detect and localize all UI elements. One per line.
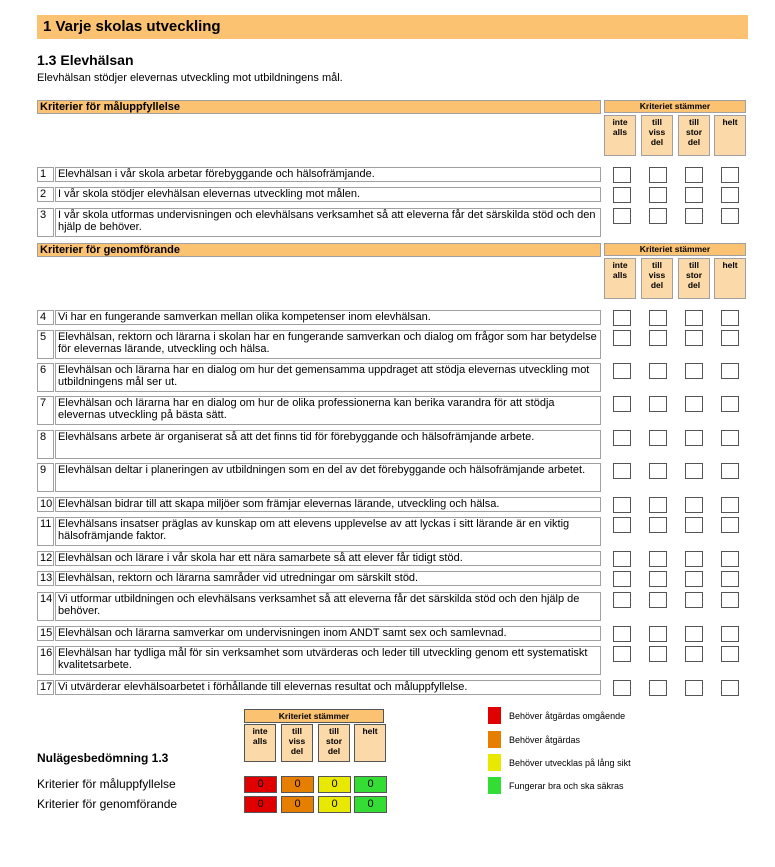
rating-checkbox[interactable] [685, 517, 703, 533]
rating-checkbox[interactable] [721, 310, 739, 326]
rating-checkbox[interactable] [685, 363, 703, 379]
rating-checkbox[interactable] [721, 592, 739, 608]
summary-title: Nulägesbedömning 1.3 [37, 751, 169, 765]
criterion-text: Vi har en fungerande samverkan mellan olika kompetenser inom elevhälsan. [55, 310, 601, 325]
summary-row-label: Kriterier för måluppfyllelse [37, 777, 176, 791]
rating-checkbox[interactable] [721, 208, 739, 224]
rating-checkbox[interactable] [685, 592, 703, 608]
rating-checkbox[interactable] [613, 571, 631, 587]
rating-checkbox[interactable] [649, 517, 667, 533]
rating-checkbox[interactable] [649, 363, 667, 379]
rating-checkbox[interactable] [685, 497, 703, 513]
criterion-number: 12 [37, 551, 54, 566]
rating-checkbox[interactable] [721, 330, 739, 346]
rating-checkbox[interactable] [613, 680, 631, 696]
summary-cell-yellow: 0 [318, 796, 351, 813]
criterion-number: 9 [37, 463, 54, 492]
rating-checkbox[interactable] [685, 330, 703, 346]
summary-col-till-viss-del: till viss del [281, 724, 313, 762]
legend-label: Behöver åtgärdas omgående [509, 711, 626, 721]
rating-checkbox[interactable] [613, 646, 631, 662]
scale-col-inte-alls: inte alls [604, 258, 636, 299]
criterion-number: 6 [37, 363, 54, 392]
summary-col-inte-alls: inte alls [244, 724, 276, 762]
rating-checkbox[interactable] [721, 463, 739, 479]
rating-checkbox[interactable] [649, 592, 667, 608]
criterion-text: Elevhälsan i vår skola arbetar förebyggande och hälsofrämjande. [55, 167, 601, 182]
rating-checkbox[interactable] [721, 497, 739, 513]
criterion-text: Elevhälsan har tydliga mål för sin verksamhet som utvärderas och leder till utveckling genom ett systematiskt kvalitetsarbete. [55, 646, 601, 675]
section-title: 1.3 Elevhälsan [37, 52, 134, 68]
criterion-number: 7 [37, 396, 54, 425]
rating-checkbox[interactable] [685, 680, 703, 696]
criterion-number: 16 [37, 646, 54, 675]
criterion-text: Elevhälsans arbete är organiserat så att det finns tid för förebyggande och hälsofrämjande arbete. [55, 430, 601, 459]
rating-checkbox[interactable] [685, 646, 703, 662]
rating-checkbox[interactable] [613, 497, 631, 513]
rating-checkbox[interactable] [721, 680, 739, 696]
scale-col-till-viss-del: till viss del [641, 115, 673, 156]
rating-checkbox[interactable] [721, 430, 739, 446]
rating-checkbox[interactable] [721, 167, 739, 183]
criterion-number: 4 [37, 310, 54, 325]
rating-checkbox[interactable] [721, 187, 739, 203]
rating-checkbox[interactable] [685, 551, 703, 567]
criterion-text: Elevhälsan, rektorn och lärarna i skolan har en fungerande samverkan och dialog om frågor som har betydelse för elevernas lärande, utveckling och hälsa. [55, 330, 601, 359]
rating-checkbox[interactable] [649, 330, 667, 346]
group1-heading: Kriterier för måluppfyllelse [37, 100, 601, 114]
summary-cell-red: 0 [244, 796, 277, 813]
legend-label: Fungerar bra och ska säkras [509, 781, 624, 791]
criterion-text: Elevhälsan deltar i planeringen av utbildningen som en del av det förebyggande och hälsofrämjande arbetet. [55, 463, 601, 492]
rating-checkbox[interactable] [613, 626, 631, 642]
rating-checkbox[interactable] [721, 396, 739, 412]
rating-checkbox[interactable] [685, 463, 703, 479]
rating-checkbox[interactable] [685, 208, 703, 224]
rating-checkbox[interactable] [649, 430, 667, 446]
summary-col-helt: helt [354, 724, 386, 762]
scale-heading: Kriteriet stämmer [604, 243, 746, 256]
scale-col-till-viss-del: till viss del [641, 258, 673, 299]
summary-col-till-stor-del: till stor del [318, 724, 350, 762]
legend-swatch-red [488, 707, 501, 724]
rating-checkbox[interactable] [649, 310, 667, 326]
summary-cell-green: 0 [354, 776, 387, 793]
scale-col-inte-alls: inte alls [604, 115, 636, 156]
rating-checkbox[interactable] [721, 363, 739, 379]
rating-checkbox[interactable] [685, 167, 703, 183]
rating-checkbox[interactable] [613, 187, 631, 203]
criterion-text: Elevhälsan och lärarna har en dialog om hur det gemensamma uppdraget att stödja elevernas utveckling mot utbildningens mål ser ut. [55, 363, 601, 392]
rating-checkbox[interactable] [721, 646, 739, 662]
legend-swatch-green [488, 777, 501, 794]
criterion-number: 13 [37, 571, 54, 586]
rating-checkbox[interactable] [649, 167, 667, 183]
rating-checkbox[interactable] [613, 592, 631, 608]
criterion-number: 17 [37, 680, 54, 695]
summary-cell-green: 0 [354, 796, 387, 813]
rating-checkbox[interactable] [649, 396, 667, 412]
rating-checkbox[interactable] [649, 187, 667, 203]
criterion-text: Elevhälsan och lärarna samverkar om undervisningen inom ANDT samt sex och samlevnad. [55, 626, 601, 641]
criterion-number: 5 [37, 330, 54, 359]
rating-checkbox[interactable] [649, 208, 667, 224]
criterion-number: 8 [37, 430, 54, 459]
rating-checkbox[interactable] [613, 310, 631, 326]
rating-checkbox[interactable] [685, 626, 703, 642]
scale-col-helt: helt [714, 115, 746, 156]
rating-checkbox[interactable] [721, 551, 739, 567]
scale-heading: Kriteriet stämmer [604, 100, 746, 113]
rating-checkbox[interactable] [613, 396, 631, 412]
rating-checkbox[interactable] [613, 517, 631, 533]
group2-heading: Kriterier för genomförande [37, 243, 601, 257]
summary-row-label: Kriterier för genomförande [37, 797, 178, 811]
rating-checkbox[interactable] [721, 626, 739, 642]
rating-checkbox[interactable] [685, 310, 703, 326]
summary-cell-yellow: 0 [318, 776, 351, 793]
criterion-text: Elevhälsans insatser präglas av kunskap om att elevens upplevelse av att lyckas i sitt lärande är en viktig hälsofrämjande faktor. [55, 517, 601, 546]
rating-checkbox[interactable] [649, 551, 667, 567]
criterion-text: Vi utformar utbildningen och elevhälsans verksamhet så att eleverna får det särskilda stöd och den hjälp de behöver. [55, 592, 601, 621]
rating-checkbox[interactable] [649, 646, 667, 662]
criterion-number: 14 [37, 592, 54, 621]
rating-checkbox[interactable] [613, 208, 631, 224]
scale-col-till-stor-del: till stor del [678, 115, 710, 156]
rating-checkbox[interactable] [685, 187, 703, 203]
rating-checkbox[interactable] [649, 463, 667, 479]
scale-col-helt: helt [714, 258, 746, 299]
criterion-number: 15 [37, 626, 54, 641]
rating-checkbox[interactable] [685, 571, 703, 587]
rating-checkbox[interactable] [721, 571, 739, 587]
criterion-text: Elevhälsan bidrar till att skapa miljöer som främjar elevernas lärande, utveckling och hälsa. [55, 497, 601, 512]
rating-checkbox[interactable] [613, 363, 631, 379]
rating-checkbox[interactable] [685, 396, 703, 412]
rating-checkbox[interactable] [649, 680, 667, 696]
criterion-number: 1 [37, 167, 54, 182]
legend-swatch-orange [488, 731, 501, 748]
summary-cell-orange: 0 [281, 796, 314, 813]
summary-cell-red: 0 [244, 776, 277, 793]
criterion-number: 10 [37, 497, 54, 512]
criterion-text: I vår skola utformas undervisningen och elevhälsans verksamhet så att eleverna får det särskilda stöd och den hjälp de behöver. [55, 208, 601, 237]
rating-checkbox[interactable] [613, 463, 631, 479]
criterion-number: 3 [37, 208, 54, 237]
scale-col-till-stor-del: till stor del [678, 258, 710, 299]
criterion-text: Vi utvärderar elevhälsoarbetet i förhållande till elevernas resultat och måluppfyllelse. [55, 680, 601, 695]
rating-checkbox[interactable] [649, 571, 667, 587]
rating-checkbox[interactable] [685, 430, 703, 446]
criterion-text: Elevhälsan och lärare i vår skola har ett nära samarbete så att elever får tidigt stöd. [55, 551, 601, 566]
criterion-text: Elevhälsan och lärarna har en dialog om hur de olika professionerna kan berika varandra för att stödja elevernas utveckling på bästa sätt. [55, 396, 601, 425]
legend-label: Behöver åtgärdas [509, 735, 581, 745]
rating-checkbox[interactable] [613, 330, 631, 346]
criterion-number: 2 [37, 187, 54, 202]
criterion-number: 11 [37, 517, 54, 546]
summary-cell-orange: 0 [281, 776, 314, 793]
rating-checkbox[interactable] [613, 167, 631, 183]
section-intro: Elevhälsan stödjer elevernas utveckling mot utbildningens mål. [37, 72, 343, 84]
criterion-text: Elevhälsan, rektorn och lärarna samråder vid utredningar om särskilt stöd. [55, 571, 601, 586]
criterion-text: I vår skola stödjer elevhälsan elevernas utveckling mot målen. [55, 187, 601, 202]
rating-checkbox[interactable] [649, 626, 667, 642]
rating-checkbox[interactable] [721, 517, 739, 533]
summary-scale-heading: Kriteriet stämmer [244, 709, 384, 723]
rating-checkbox[interactable] [649, 497, 667, 513]
legend-label: Behöver utvecklas på lång sikt [509, 758, 631, 768]
legend-swatch-yellow [488, 754, 501, 771]
page-header: 1 Varje skolas utveckling [37, 15, 748, 39]
rating-checkbox[interactable] [613, 430, 631, 446]
rating-checkbox[interactable] [613, 551, 631, 567]
